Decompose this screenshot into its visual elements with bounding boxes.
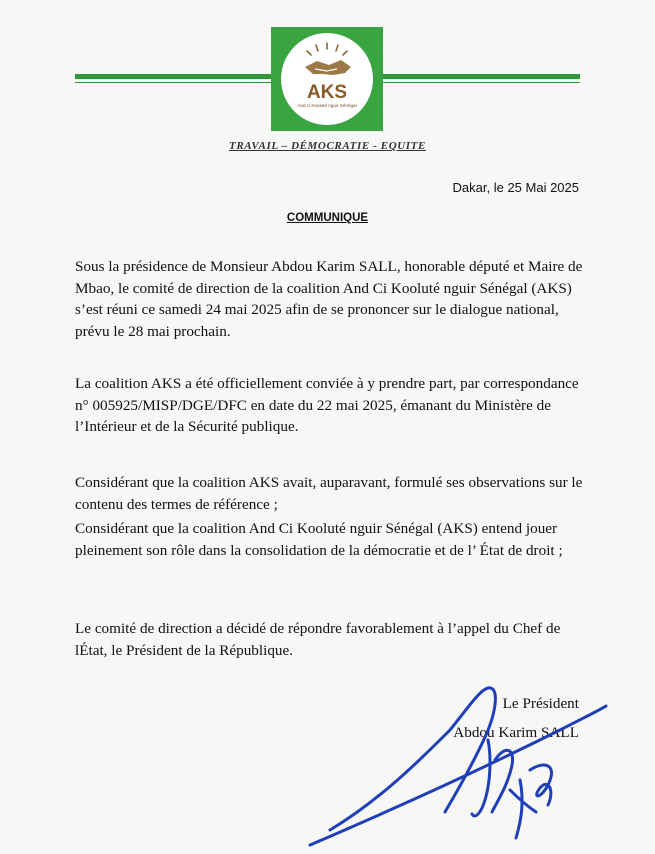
- aks-logo-emblem: [271, 27, 383, 131]
- header-rule-left: [75, 74, 271, 79]
- letter-title: COMMUNIQUE: [286, 212, 369, 224]
- signatory-role: Le Président: [502, 695, 579, 712]
- header-rule-right: [383, 74, 580, 79]
- paragraph-1: Sous la présidence de Monsieur Abdou Karim SALL, honorable député et Maire de Mbao, le comité de direction de la coalition And Ci Kooluté nguir Sénégal (AKS) s’est réuni ce samedi 24 mai 2025 afin de se prononcer sur le dialogue national, prévu le 28 mai prochain.: [75, 258, 583, 340]
- header-rule-left-thin: [75, 82, 271, 83]
- logo-subtitle: And ci Kooluté nguir Sénégal: [297, 103, 357, 108]
- paragraph-3: Considérant que la coalition AKS avait, auparavant, formulé ses observations sur le contenu des termes de référence ;: [75, 474, 583, 513]
- letter-date: Dakar, le 25 Mai 2025: [452, 180, 579, 195]
- paragraph-5: Le comité de direction a décidé de répondre favorablement à l’appel du Chef de lÉtat, le Président de la République.: [75, 620, 561, 659]
- paragraph-2: La coalition AKS a été officiellement conviée à y prendre part, par correspondance n° 005925/MISP/DGE/DFC en date du 22 mai 2025, émanant du Ministère de l’Intérieur et de la Sécurité publique.: [75, 375, 579, 435]
- aks-logo: [271, 27, 383, 131]
- logo-text: AKS: [306, 82, 348, 103]
- paragraph-4: Considérant que la coalition And Ci Kooluté nguir Sénégal (AKS) entend jouer pleinement son rôle dans la consolidation de la démocratie et de l’ État de droit ;: [75, 520, 563, 559]
- signatory-name: Abdou Karim SALL: [453, 724, 579, 741]
- header-rule-right-thin: [383, 82, 580, 83]
- motto: TRAVAIL – DÉMOCRATIE - EQUITE: [229, 140, 426, 152]
